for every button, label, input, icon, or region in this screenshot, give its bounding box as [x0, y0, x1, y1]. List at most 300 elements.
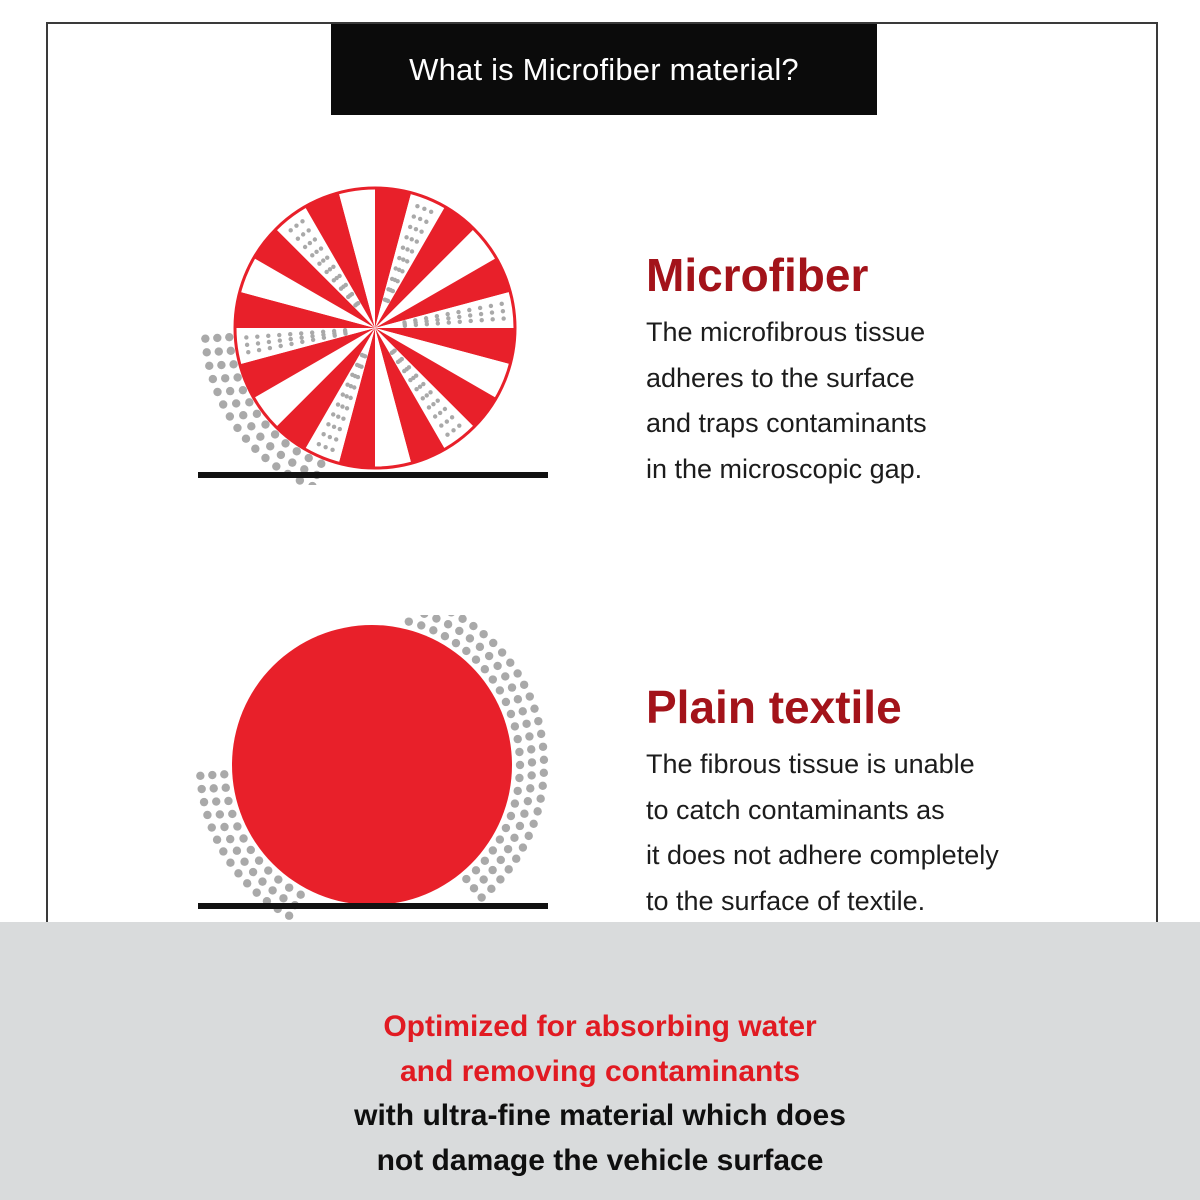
contaminant-dot: [489, 846, 497, 854]
contaminant-dot: [200, 798, 208, 806]
texture-dot: [414, 227, 418, 231]
contaminant-dot: [516, 822, 524, 830]
contaminant-dot: [527, 745, 535, 753]
texture-dot: [438, 411, 442, 415]
texture-dot: [490, 310, 494, 314]
contaminant-dot: [239, 386, 247, 394]
texture-dot: [338, 427, 342, 431]
texture-dot: [330, 448, 334, 452]
contaminant-dot: [317, 460, 325, 468]
contaminant-dot: [462, 647, 470, 655]
contaminant-dot: [506, 658, 514, 666]
tagline-dark-line: not damage the vehicle surface: [376, 1143, 824, 1177]
contaminant-dot: [511, 722, 519, 730]
texture-dot: [341, 416, 345, 420]
texture-dot: [319, 246, 323, 250]
description-line: in the microscopic gap.: [646, 453, 923, 484]
contaminant-dot: [512, 855, 520, 863]
contaminant-dot: [469, 622, 477, 630]
contaminant-dot: [514, 735, 522, 743]
texture-dot: [401, 246, 405, 250]
texture-dot: [345, 383, 349, 387]
texture-dot: [301, 232, 305, 236]
texture-dot: [289, 342, 293, 346]
texture-dot: [490, 317, 494, 321]
contaminant-dot: [213, 836, 221, 844]
texture-dot: [445, 419, 449, 423]
texture-dot: [457, 315, 461, 319]
contaminant-dot: [487, 885, 495, 893]
texture-dot: [433, 414, 437, 418]
contaminant-dot: [502, 824, 510, 832]
contaminant-dot: [219, 400, 227, 408]
contaminant-dot: [507, 710, 515, 718]
contaminant-dot: [504, 845, 512, 853]
contaminant-dot: [256, 433, 264, 441]
texture-dot: [425, 322, 429, 326]
texture-dot: [431, 402, 435, 406]
texture-dot: [332, 329, 336, 333]
contaminant-dot: [525, 732, 533, 740]
texture-dot: [436, 321, 440, 325]
contaminant-dot: [203, 811, 211, 819]
texture-dot: [451, 428, 455, 432]
description-line: The microfibrous tissue: [646, 317, 926, 347]
contaminant-dot: [479, 875, 487, 883]
contaminant-dot: [526, 784, 534, 792]
contaminant-dot: [498, 648, 506, 656]
contaminant-dot: [533, 807, 541, 815]
contaminant-dot: [224, 797, 232, 805]
contaminant-dot: [540, 769, 548, 777]
texture-dot: [308, 241, 312, 245]
contaminant-dot: [485, 652, 493, 660]
contaminant-dot: [219, 847, 227, 855]
contaminant-dot: [233, 847, 241, 855]
texture-dot: [445, 312, 449, 316]
contaminant-dot: [458, 615, 466, 623]
contaminant-dot: [196, 772, 204, 780]
texture-dot: [289, 337, 293, 341]
texture-dot: [418, 217, 422, 221]
texture-dot: [443, 407, 447, 411]
footer-tagline: [0, 1005, 1200, 1183]
contaminant-dot: [530, 704, 538, 712]
texture-dot: [344, 394, 348, 398]
texture-dot: [415, 204, 419, 208]
texture-dot: [428, 390, 432, 394]
texture-dot: [244, 335, 248, 339]
contaminant-dot: [520, 681, 528, 689]
texture-dot: [405, 259, 409, 263]
contaminant-dot: [239, 411, 247, 419]
texture-dot: [345, 406, 349, 410]
texture-dot: [422, 207, 426, 211]
contaminant-dot: [232, 399, 240, 407]
contaminant-dot: [429, 626, 437, 634]
contaminant-dot: [470, 884, 478, 892]
texture-dot: [355, 363, 359, 367]
contaminant-dot: [268, 886, 276, 894]
contaminant-dot: [210, 784, 218, 792]
contaminant-dot: [511, 799, 519, 807]
contaminant-dot: [481, 665, 489, 673]
texture-dot: [343, 328, 347, 332]
description-line: to the surface of textile.: [646, 885, 926, 916]
contaminant-dot: [493, 662, 501, 670]
contaminant-dot: [208, 823, 216, 831]
texture-dot: [489, 304, 493, 308]
contaminant-dot: [514, 787, 522, 795]
contaminant-dot: [496, 835, 504, 843]
contaminant-dot: [472, 655, 480, 663]
texture-dot: [410, 237, 414, 241]
texture-dot: [415, 239, 419, 243]
texture-dot: [469, 319, 473, 323]
contaminant-dot: [213, 388, 221, 396]
surface-line: [198, 472, 548, 478]
contaminant-dot: [308, 482, 316, 485]
contaminant-dot: [213, 334, 221, 342]
texture-dot: [300, 340, 304, 344]
texture-dot: [336, 402, 340, 406]
contaminant-dot: [251, 445, 259, 453]
contaminant-dot: [271, 430, 279, 438]
contaminant-dot: [274, 875, 282, 883]
contaminant-dot: [524, 797, 532, 805]
texture-dot: [467, 308, 471, 312]
texture-dot: [457, 423, 461, 427]
textile-circle: [232, 625, 512, 905]
contaminant-dot: [245, 398, 253, 406]
contaminant-dot: [432, 615, 440, 623]
contaminant-dot: [215, 347, 223, 355]
texture-dot: [350, 373, 354, 377]
texture-dot: [289, 228, 293, 232]
contaminant-dot: [255, 856, 263, 864]
texture-dot: [313, 237, 317, 241]
texture-dot: [424, 220, 428, 224]
contaminant-dot: [220, 823, 228, 831]
contaminant-dot: [243, 879, 251, 887]
contaminant-dot: [479, 630, 487, 638]
contaminant-dot: [502, 698, 510, 706]
texture-dot: [414, 387, 418, 391]
tagline-dark-line: with ultra-fine material which does: [354, 1099, 846, 1132]
contaminant-dot: [417, 621, 425, 629]
contaminant-dot: [455, 627, 463, 635]
solid-red-circle-icon: [190, 615, 570, 920]
texture-dot: [478, 306, 482, 310]
contaminant-dot: [247, 422, 255, 430]
contaminant-dot: [285, 883, 293, 891]
texture-dot: [314, 250, 318, 254]
texture-dot: [401, 257, 405, 261]
texture-dot: [427, 405, 431, 409]
texture-dot: [446, 316, 450, 320]
texture-dot: [321, 258, 325, 262]
texture-dot: [458, 320, 462, 324]
texture-dot: [321, 432, 325, 436]
contaminant-dot: [444, 620, 452, 628]
contaminant-dot: [279, 894, 287, 902]
contaminant-dot: [226, 835, 234, 843]
contaminant-dot: [239, 834, 247, 842]
texture-dot: [396, 360, 400, 364]
microfiber-heading: Microfiber: [646, 249, 869, 301]
description-line: The fibrous tissue is unable: [646, 749, 975, 779]
contaminant-dot: [513, 669, 521, 677]
texture-dot: [400, 269, 404, 273]
texture-dot: [300, 219, 304, 223]
texture-dot: [450, 415, 454, 419]
contaminant-dot: [507, 812, 515, 820]
contaminant-dot: [527, 771, 535, 779]
contaminant-dot: [481, 857, 489, 865]
contaminant-dot: [212, 797, 220, 805]
contaminant-dot: [201, 334, 209, 342]
texture-dot: [456, 310, 460, 314]
contaminant-dot: [277, 451, 285, 459]
description-line: adheres to the surface: [646, 362, 915, 393]
texture-dot: [288, 332, 292, 336]
texture-dot: [408, 378, 412, 382]
texture-dot: [268, 346, 272, 350]
contaminant-dot: [227, 347, 235, 355]
texture-dot: [419, 229, 423, 233]
texture-dot: [501, 316, 505, 320]
texture-dot: [299, 335, 303, 339]
contaminant-dot: [514, 695, 522, 703]
plain-textile-heading: Plain textile: [646, 681, 902, 733]
contaminant-dot: [528, 758, 536, 766]
texture-dot: [414, 323, 418, 327]
contaminant-dot: [489, 639, 497, 647]
contaminant-dot: [234, 869, 242, 877]
texture-dot: [256, 341, 260, 345]
contaminant-dot: [261, 454, 269, 462]
texture-dot: [412, 214, 416, 218]
contaminant-dot: [229, 360, 237, 368]
plain-textile-description: [646, 742, 999, 924]
contaminant-dot: [515, 774, 523, 782]
contaminant-dot: [261, 420, 269, 428]
texture-dot: [408, 225, 412, 229]
contaminant-dot: [266, 442, 274, 450]
texture-dot: [391, 289, 395, 293]
texture-dot: [341, 392, 345, 396]
contaminant-dot: [452, 639, 460, 647]
texture-dot: [331, 412, 335, 416]
contaminant-dot: [233, 822, 241, 830]
texture-dot: [336, 414, 340, 418]
texture-dot: [310, 330, 314, 334]
contaminant-dot: [508, 683, 516, 691]
contaminant-dot: [226, 859, 234, 867]
texture-dot: [439, 423, 443, 427]
contaminant-dot: [462, 875, 470, 883]
contaminant-dot: [536, 794, 544, 802]
texture-dot: [397, 256, 401, 260]
contaminant-dot: [226, 387, 234, 395]
texture-dot: [390, 351, 394, 355]
texture-dot: [395, 279, 399, 283]
contaminant-dot: [447, 615, 455, 617]
contaminant-dot: [529, 820, 537, 828]
texture-dot: [317, 261, 321, 265]
texture-dot: [321, 330, 325, 334]
texture-dot: [328, 435, 332, 439]
contaminant-dot: [516, 761, 524, 769]
texture-dot: [429, 210, 433, 214]
texture-dot: [306, 228, 310, 232]
contaminant-dot: [540, 756, 548, 764]
texture-dot: [480, 318, 484, 322]
texture-dot: [501, 309, 505, 313]
contaminant-dot: [258, 877, 266, 885]
contaminant-dot: [520, 810, 528, 818]
texture-dot: [405, 247, 409, 251]
contaminant-dot: [220, 770, 228, 778]
texture-dot: [386, 299, 390, 303]
texture-dot: [479, 312, 483, 316]
contaminant-dot: [522, 720, 530, 728]
contaminant-dot: [488, 866, 496, 874]
texture-dot: [255, 334, 259, 338]
contaminant-dot: [240, 858, 248, 866]
contaminant-dot: [281, 439, 289, 447]
texture-dot: [445, 432, 449, 436]
texture-dot: [323, 445, 327, 449]
contaminant-dot: [501, 672, 509, 680]
texture-dot: [447, 320, 451, 324]
texture-dot: [348, 396, 352, 400]
texture-dot: [331, 265, 335, 269]
tagline-red-line: and removing contaminants: [399, 1054, 801, 1088]
contaminant-dot: [405, 617, 413, 625]
contaminant-dot: [253, 888, 261, 896]
contaminant-dot: [477, 893, 485, 901]
texture-dot: [257, 348, 261, 352]
contaminant-dot: [222, 784, 230, 792]
contaminant-dot: [519, 707, 527, 715]
contaminant-dot: [515, 748, 523, 756]
texture-dot: [325, 255, 329, 259]
contaminant-dot: [209, 375, 217, 383]
texture-dot: [246, 350, 250, 354]
contaminant-dot: [305, 454, 313, 462]
contaminant-dot: [510, 834, 518, 842]
title-banner: [331, 24, 877, 115]
contaminant-dot: [539, 782, 547, 790]
texture-dot: [402, 369, 406, 373]
contaminant-dot: [476, 643, 484, 651]
contaminant-dot: [496, 686, 504, 694]
texture-dot: [468, 313, 472, 317]
contaminant-dot: [208, 771, 216, 779]
texture-dot: [294, 223, 298, 227]
texture-dot: [245, 343, 249, 347]
contaminant-dot: [221, 374, 229, 382]
contaminant-dot: [519, 843, 527, 851]
description-line: and traps contaminants: [646, 408, 927, 438]
texture-dot: [278, 338, 282, 342]
texture-dot: [421, 396, 425, 400]
contaminant-dot: [203, 348, 211, 356]
contaminant-dot: [497, 856, 505, 864]
texture-dot: [332, 425, 336, 429]
texture-dot: [360, 353, 364, 357]
texture-dot: [410, 249, 414, 253]
contaminant-dot: [242, 434, 250, 442]
contaminant-dot: [466, 634, 474, 642]
contaminant-dot: [288, 458, 296, 466]
texture-dot: [425, 393, 429, 397]
contaminant-dot: [472, 866, 480, 874]
contaminant-dot: [489, 675, 497, 683]
tagline-red-line: Optimized for absorbing water: [383, 1010, 817, 1043]
contaminant-dot: [247, 846, 255, 854]
contaminant-dot: [420, 615, 428, 618]
contaminant-dot: [217, 361, 225, 369]
description-line: to catch contaminants as: [646, 794, 945, 825]
texture-dot: [334, 437, 338, 441]
texture-dot: [310, 253, 314, 257]
contaminant-dot: [525, 832, 533, 840]
surface-line: [198, 903, 548, 909]
contaminant-dot: [264, 866, 272, 874]
contaminant-dot: [505, 865, 513, 873]
contaminant-dot: [297, 890, 305, 898]
texture-dot: [340, 404, 344, 408]
texture-dot: [317, 442, 321, 446]
contaminant-dot: [249, 868, 257, 876]
contaminant-dot: [293, 447, 301, 455]
page-title: What is Microfiber material?: [409, 51, 799, 87]
contaminant-dot: [441, 632, 449, 640]
contaminant-dot: [233, 424, 241, 432]
texture-dot: [404, 235, 408, 239]
contaminant-dot: [205, 362, 213, 370]
texture-dot: [500, 302, 504, 306]
contaminant-dot: [272, 462, 280, 470]
texture-dot: [337, 274, 341, 278]
texture-dot: [344, 283, 348, 287]
contaminant-dot: [534, 717, 542, 725]
texture-dot: [356, 301, 360, 305]
description-line: it does not adhere completely: [646, 840, 999, 870]
contaminant-dot: [539, 743, 547, 751]
contaminant-dot: [197, 785, 205, 793]
texture-dot: [266, 334, 270, 338]
contaminant-dot: [285, 912, 293, 920]
striped-red-white-circle-icon: [190, 180, 560, 485]
contaminant-dot: [496, 875, 504, 883]
contaminant-dot: [228, 810, 236, 818]
texture-dot: [403, 324, 407, 328]
texture-dot: [277, 333, 281, 337]
contaminant-dot: [537, 730, 545, 738]
contaminant-dot: [526, 692, 534, 700]
texture-dot: [279, 344, 283, 348]
texture-dot: [299, 331, 303, 335]
texture-dot: [326, 422, 330, 426]
texture-dot: [303, 245, 307, 249]
contaminant-dot: [253, 410, 261, 418]
texture-dot: [296, 236, 300, 240]
contaminant-dot: [225, 333, 233, 341]
contaminant-dot: [226, 412, 234, 420]
